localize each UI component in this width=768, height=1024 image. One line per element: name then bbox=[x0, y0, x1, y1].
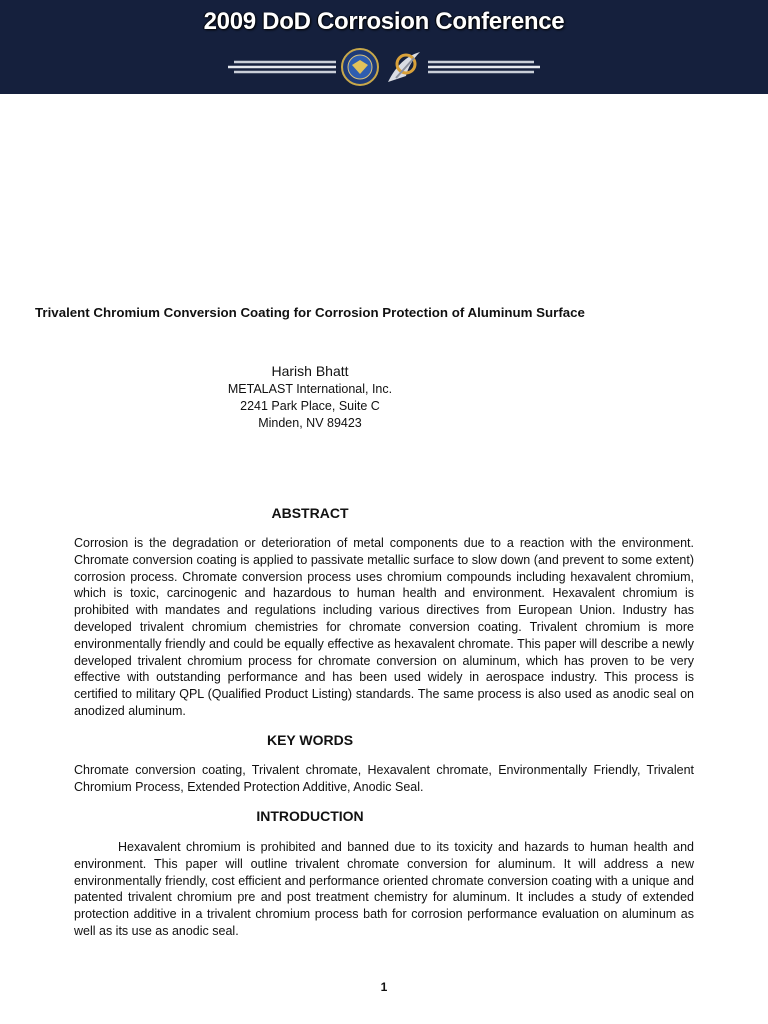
abstract-text: Corrosion is the degradation or deterioration of metal components due to a reaction with the environment. Chromate conversion coating is applied to passivate metallic surface to slow down (and prevent to some extent) corrosion process. Chromate conversion process uses chromium compounds including hexavalent chromium, which is toxic, carcinogenic and hazardous to human health and environment. Hexavalent chromium is prohibited with mandates and regulations including various directives from European Union. Industry has developed trivalent chromium chemistries for chromate conversion coating. Trivalent chromium is more environmentally friendly and could be equally effective as hexavalent chromate. This paper will describe a newly developed trivalent chromium process for chromate conversion on aluminum, which has proven to be very effective with outstanding performance and has been used widely in aerospace industry. This process is certified to military QPL (Qualified Product Listing) standards. The same process is also used as anodic seal on anodized aluminum. bbox=[74, 536, 694, 718]
author-address-line2: Minden, NV 89423 bbox=[258, 416, 362, 430]
author-address-line1: 2241 Park Place, Suite C bbox=[240, 399, 380, 413]
introduction-text: Hexavalent chromium is prohibited and banned due to its toxicity and hazards to human health and environment. This paper will outline trivalent chromate conversion for aluminum. It will address a new environmentally friendly, cost efficient and performance oriented chromate conversion coating with a unique and patented trivalent chromium pre and post treatment chemistry for aluminum. It includes a study of extended protection additive in a trivalent chromium process bath for corrosion performance evaluation on aluminum as well as its use as anodic seal. bbox=[74, 840, 694, 938]
author-block bbox=[0, 362, 620, 432]
dod-seal-icon bbox=[342, 49, 378, 85]
author-affiliation: METALAST International, Inc. bbox=[227, 382, 393, 396]
right-stripes bbox=[428, 62, 540, 72]
abstract-heading: ABSTRACT bbox=[271, 505, 349, 521]
author-name: Harish Bhatt bbox=[271, 363, 349, 379]
left-stripes bbox=[228, 62, 336, 72]
introduction-heading: INTRODUCTION bbox=[256, 808, 364, 824]
keywords-heading: KEY WORDS bbox=[266, 732, 354, 748]
conference-logo-icon bbox=[388, 52, 420, 82]
paper-title: Trivalent Chromium Conversion Coating for Corrosion Protection of Aluminum Surface bbox=[35, 305, 585, 320]
banner-emblems bbox=[228, 46, 540, 88]
keywords-text: Chromate conversion coating, Trivalent chromate, Hexavalent chromate, Environmentally Friendly, Trivalent Chromium Process, Extended Protection Additive, Anodic Seal. bbox=[74, 763, 694, 794]
page-number: 1 bbox=[380, 980, 388, 994]
conference-banner bbox=[0, 0, 768, 94]
conference-title: 2009 DoD Corrosion Conference bbox=[203, 8, 565, 35]
